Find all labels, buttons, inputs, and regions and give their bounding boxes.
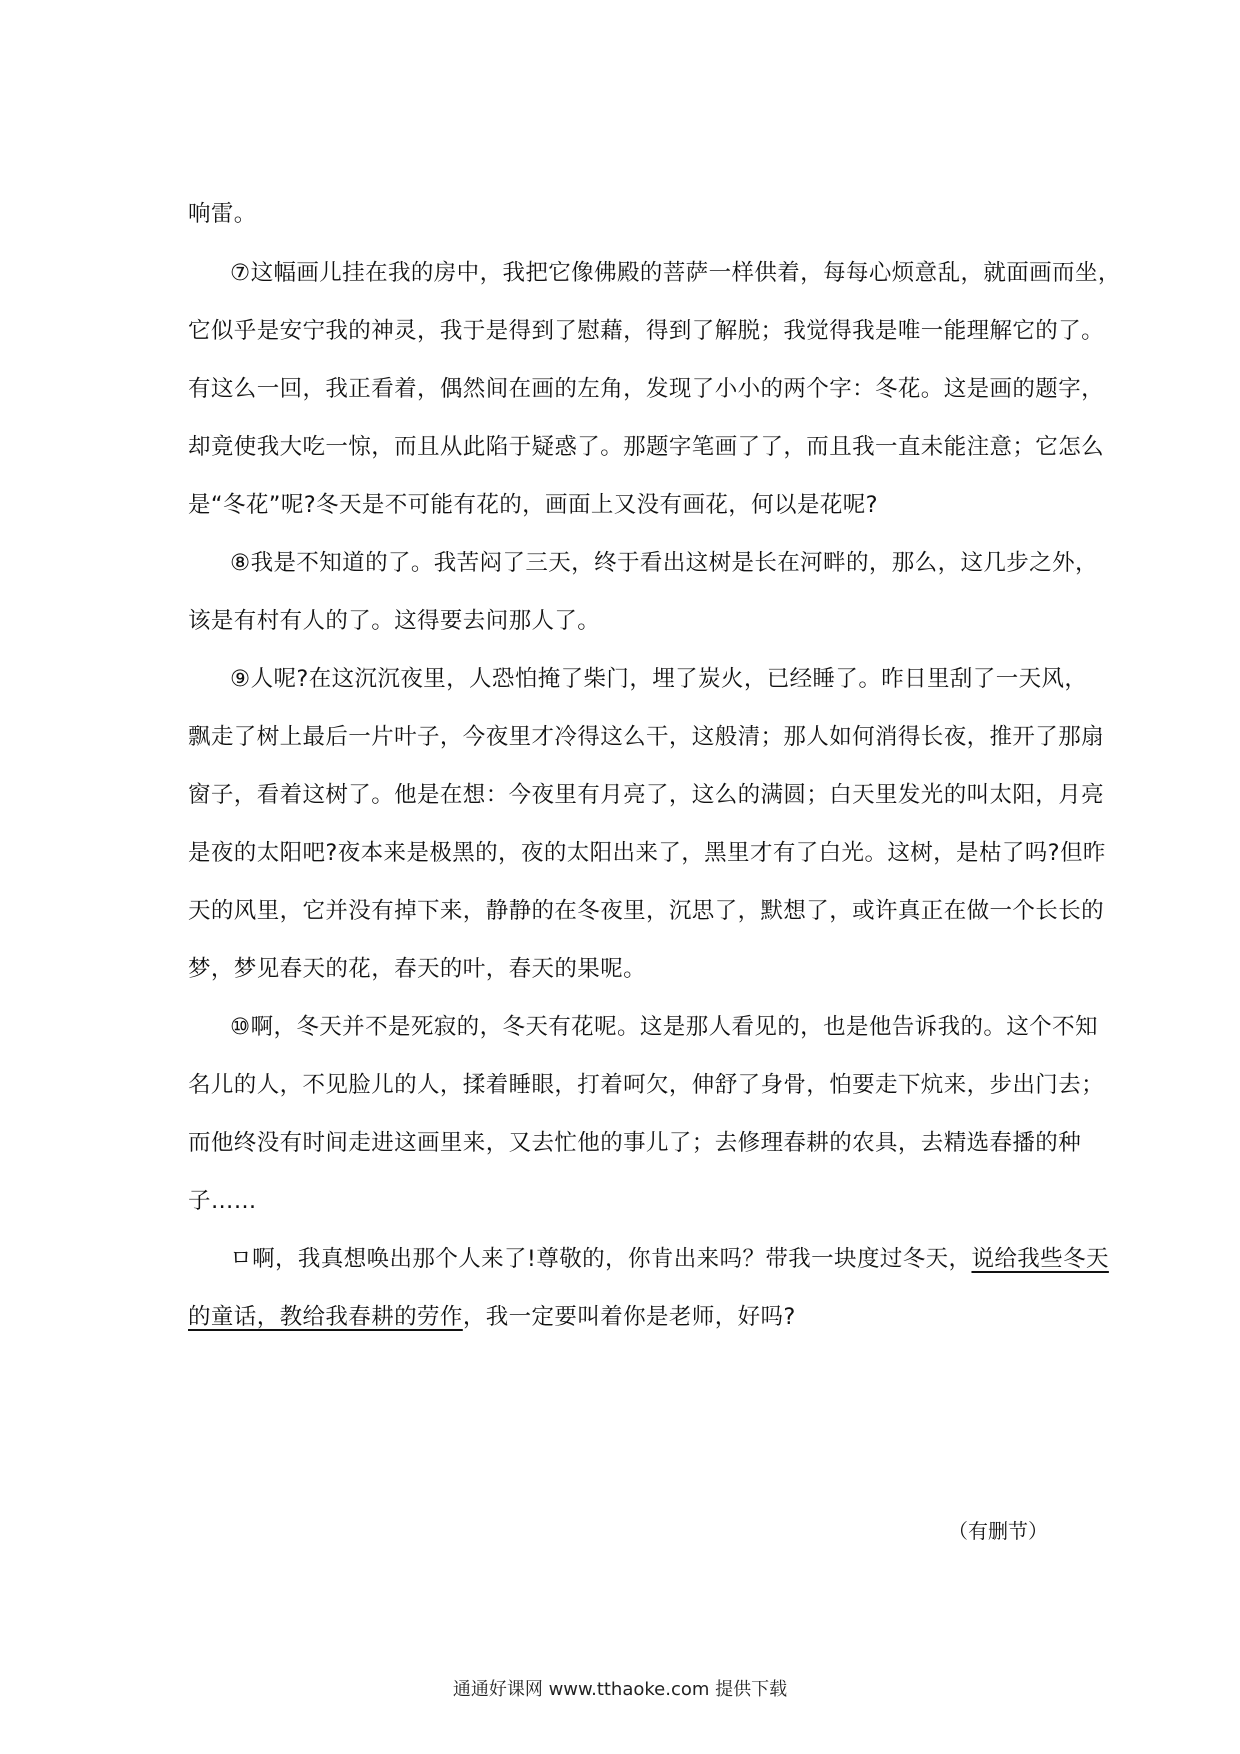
text-line: 有这么一回，我正看着，偶然间在画的左角，发现了小小的两个字：冬花。这是画的题字， — [188, 376, 1105, 402]
text-line: 是夜的太阳吧?夜本来是极黑的，夜的太阳出来了，黑里才有了白光。这树，是枯了吗?但昨 — [188, 840, 1106, 866]
paragraph-7-line-1: ⑦这幅画儿挂在我的房中，我把它像佛殿的菩萨一样供着，每每心烦意乱，就面画而坐， — [230, 260, 1121, 286]
plain-text: ㅁ啊，我真想唤出那个人来了!尊敬的，你肯出来吗？带我一块度过冬天， — [230, 1246, 972, 1272]
text-line: 却竟使我大吃一惊，而且从此陷于疑惑了。那题字笔画了了，而且我一直未能注意；它怎么 — [188, 434, 1105, 460]
paragraph-8-line-1: ⑧我是不知道的了。我苦闷了三天，终于看出这树是长在河畔的，那么，这几步之外， — [230, 550, 1098, 576]
underlined-text: 说给我些冬天 — [971, 1246, 1109, 1272]
text-line: 窗子，看着这树了。他是在想：今夜里有月亮了，这么的满圆；白天里发光的叫太阳，月亮 — [188, 782, 1105, 808]
page-footer: 通通好课网 www.tthaoke.com 提供下载 — [452, 1679, 788, 1700]
text-line: 飘走了树上最后一片叶子，今夜里才冷得这么干，这般清；那人如何消得长夜，推开了那扇 — [188, 724, 1105, 750]
plain-text: ，我一定要叫着你是老师，好吗? — [462, 1304, 796, 1330]
text-line: 而他终没有时间走进这画里来，又去忙他的事儿了；去修理春耕的农具，去精选春播的种 — [188, 1130, 1082, 1156]
text-line: 子…… — [188, 1188, 257, 1214]
underlined-text: 的童话，教给我春耕的劳作 — [188, 1304, 463, 1330]
paragraph-11-line-1 — [230, 1239, 1109, 1279]
text-line: 梦，梦见春天的花，春天的叶，春天的果呢。 — [188, 956, 647, 982]
text-line: 它似乎是安宁我的神灵，我于是得到了慰藉，得到了解脱；我觉得我是唯一能理解它的了。 — [188, 318, 1105, 344]
paragraph-9-line-1: ⑨人呢?在这沉沉夜里，人恐怕掩了柴门，埋了炭火，已经睡了。昨日里刮了一天风， — [230, 666, 1088, 692]
paragraph-10-line-1: ⑩啊，冬天并不是死寂的，冬天有花呢。这是那人看见的，也是他告诉我的。这个不知 — [230, 1014, 1098, 1040]
text-line: 天的风里，它并没有掉下来，静静的在冬夜里，沉思了，默想了，或许真正在做一个长长的 — [188, 898, 1105, 924]
text-line: 响雷。 — [188, 201, 257, 227]
text-line: 名儿的人，不见脸儿的人，揉着睡眼，打着呵欠，伸舒了身骨，怕要走下炕来，步出门去； — [188, 1072, 1105, 1098]
text-line: 该是有村有人的了。这得要去问那人了。 — [188, 608, 601, 634]
paragraph-11-line-2 — [188, 1297, 1068, 1337]
text-line: 是“冬花”呢?冬天是不可能有花的，画面上又没有画花，何以是花呢? — [188, 492, 878, 518]
abridged-note: （有删节） — [948, 1519, 1048, 1543]
